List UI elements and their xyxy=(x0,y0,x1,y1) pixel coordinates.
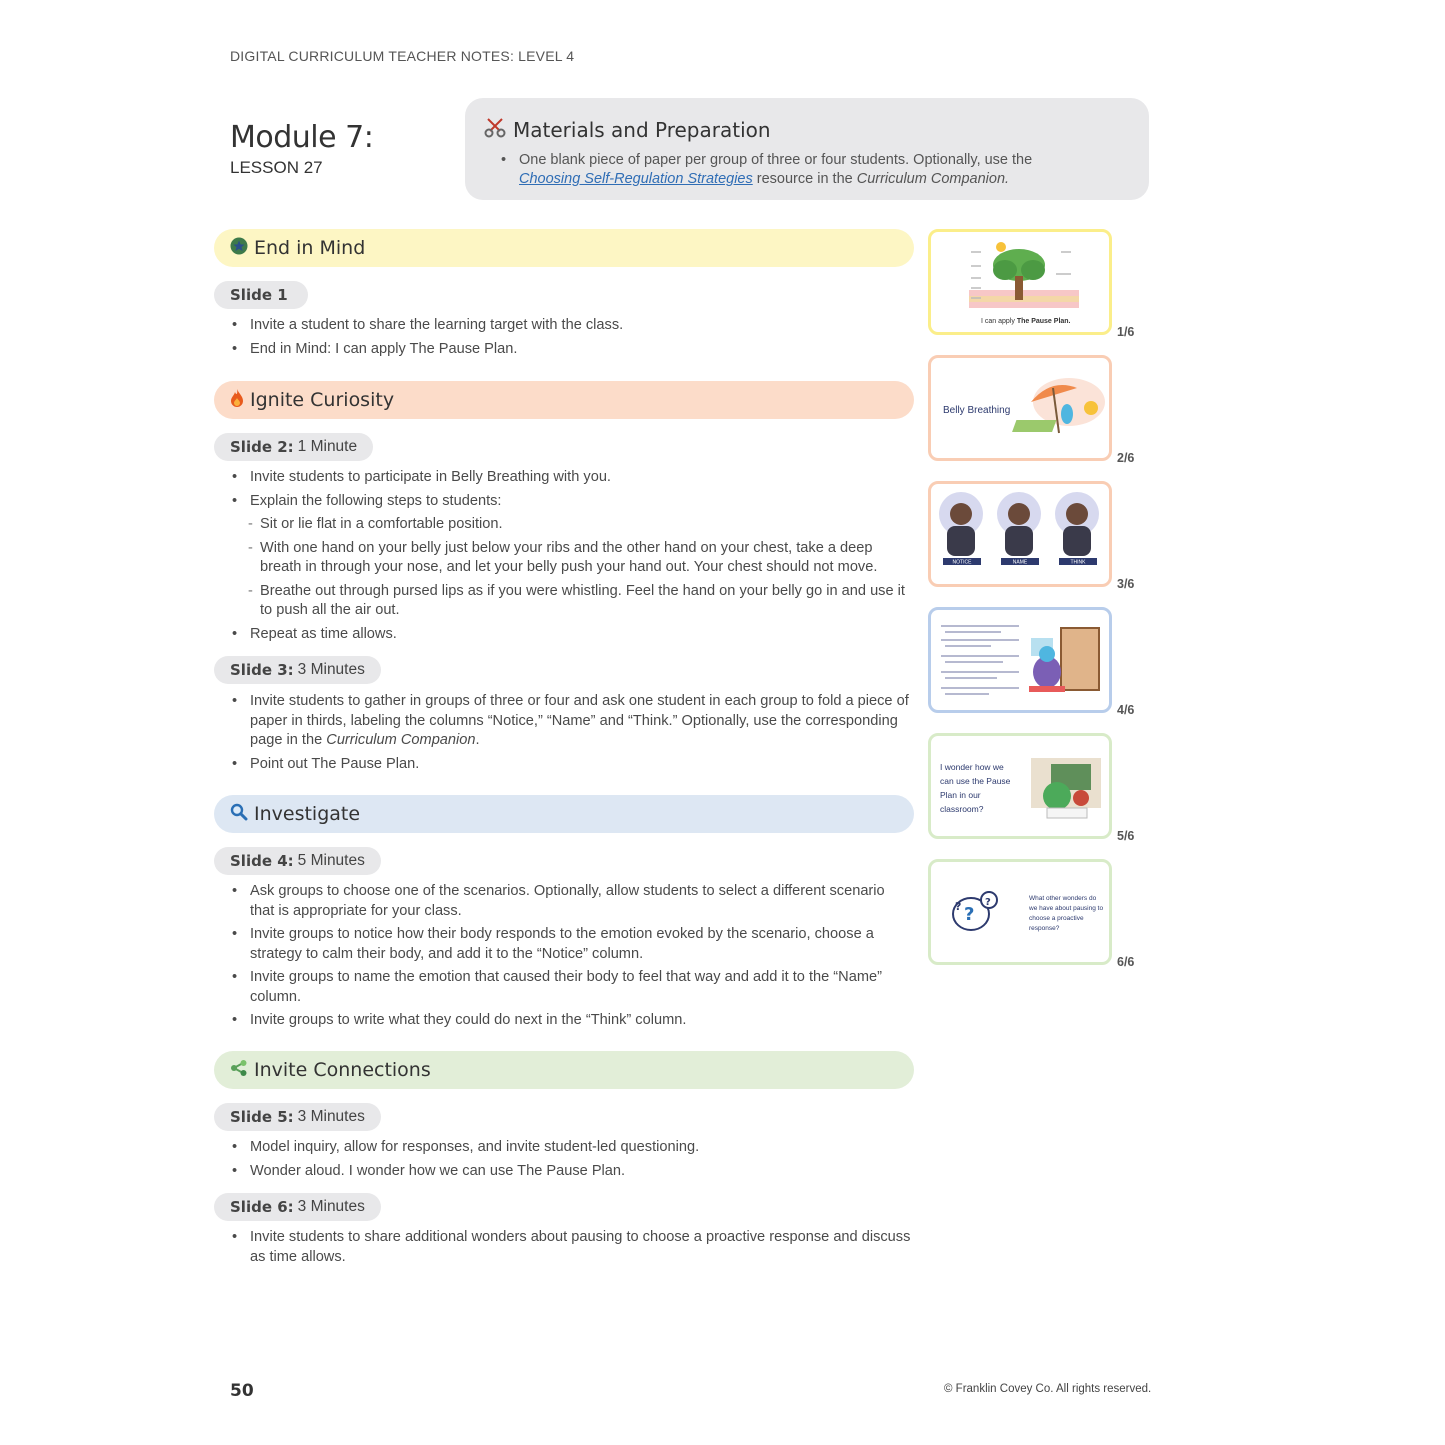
thumbnail-number: 3/6 xyxy=(1117,577,1135,591)
section-title: Invite Connections xyxy=(254,1059,431,1081)
list-item: • Invite students to gather in groups of three or four and ask one student in each group to fold a piece of paper in thirds, labeling the columns “Notice,” “Name” and “Think.” Optionally, use the corresponding page in the Curriculum Companion. xyxy=(232,692,912,751)
slide-1-bullets xyxy=(232,316,912,363)
thumbnail-number: 5/6 xyxy=(1117,829,1135,843)
svg-text:What other wonders do: What other wonders do xyxy=(1029,895,1097,902)
thumbnail-number: 6/6 xyxy=(1117,955,1135,969)
question-bubbles-illustration xyxy=(931,862,1109,962)
svg-text:THINK: THINK xyxy=(1070,559,1086,566)
svg-text:NAME: NAME xyxy=(1012,559,1028,566)
section-invite-connections xyxy=(214,1051,914,1089)
svg-text:NOTICE: NOTICE xyxy=(952,559,972,566)
resource-link[interactable]: Choosing Self-Regulation Strategies xyxy=(519,171,753,187)
section-title: Ignite Curiosity xyxy=(250,389,395,411)
slide-thumbnail-5[interactable] xyxy=(928,733,1112,839)
list-item: • Ask groups to choose one of the scenarios. Optionally, allow students to select a different scenario that is appropriate for your class. xyxy=(232,882,912,921)
list-item: • Invite students to participate in Belly Breathing with you. xyxy=(232,468,912,488)
svg-text:?: ? xyxy=(964,904,975,925)
svg-text:I wonder how we: I wonder how we xyxy=(940,762,1004,772)
running-head: DIGITAL CURRICULUM TEACHER NOTES: LEVEL 4 xyxy=(230,48,575,64)
materials-title: Materials and Preparation xyxy=(513,117,771,142)
materials-heading xyxy=(483,116,1129,143)
section-end-in-mind xyxy=(214,229,914,267)
magnifier-icon xyxy=(230,803,248,826)
svg-text:I can apply The Pause Plan.: I can apply The Pause Plan. xyxy=(981,318,1071,325)
notice-name-think-illustration xyxy=(931,484,1109,584)
slide-1-label: Slide 1 xyxy=(214,281,308,309)
slide-thumbnail-3[interactable] xyxy=(928,481,1112,587)
slide-5-bullets xyxy=(232,1138,912,1185)
slide-thumbnail-6[interactable] xyxy=(928,859,1112,965)
slide-2-bullets xyxy=(232,468,912,648)
slide-thumbnail-2[interactable] xyxy=(928,355,1112,461)
list-item: • Invite groups to write what they could do next in the “Think” column. xyxy=(232,1011,912,1031)
thumbnail-number: 2/6 xyxy=(1117,451,1135,465)
slide-4-bullets xyxy=(232,882,912,1035)
svg-text:response?: response? xyxy=(1029,925,1060,932)
svg-text:can use the Pause: can use the Pause xyxy=(940,776,1011,786)
list-item: • Invite a student to share the learning target with the class. xyxy=(232,316,912,336)
list-item: • Repeat as time allows. xyxy=(232,625,912,645)
sub-item: - With one hand on your belly just below your ribs and the other hand on your chest, take a deep breath in through your nose, and let your belly push your hand out. Your chest should not move. xyxy=(232,539,912,578)
slide-3-bullets xyxy=(232,692,912,778)
lesson-label: LESSON 27 xyxy=(230,158,323,177)
wonder-classroom-illustration xyxy=(931,736,1109,836)
svg-text:?: ? xyxy=(985,897,991,908)
slide-6-bullets xyxy=(232,1228,912,1271)
slide-6-label: Slide 6: 3 Minutes xyxy=(214,1193,381,1221)
section-investigate xyxy=(214,795,914,833)
section-title: End in Mind xyxy=(254,237,366,259)
section-title: Investigate xyxy=(254,803,361,825)
slide-thumbnail-4[interactable] xyxy=(928,607,1112,713)
slide-2-label: Slide 2: 1 Minute xyxy=(214,433,373,461)
thumbnail-number: 4/6 xyxy=(1117,703,1135,717)
list-item: • Model inquiry, allow for responses, and invite student-led questioning. xyxy=(232,1138,912,1158)
sub-item: - Breathe out through pursed lips as if you were whistling. Feel the hand on your belly go in and use it to push all the air out. xyxy=(232,582,912,621)
svg-text:Belly Breathing: Belly Breathing xyxy=(943,405,1011,416)
svg-text:Plan in our: Plan in our xyxy=(940,790,981,800)
section-ignite-curiosity xyxy=(214,381,914,419)
list-item: • Point out The Pause Plan. xyxy=(232,755,912,775)
pause-plan-tree-illustration xyxy=(931,232,1109,332)
star-badge-icon xyxy=(230,237,248,260)
materials-panel xyxy=(465,98,1149,200)
list-item: • End in Mind: I can apply The Pause Plan. xyxy=(232,340,912,360)
svg-text:?: ? xyxy=(955,900,962,913)
slide-5-label: Slide 5: 3 Minutes xyxy=(214,1103,381,1131)
svg-text:classroom?: classroom? xyxy=(940,804,984,814)
module-title: Module 7: xyxy=(230,120,374,155)
slide-4-label: Slide 4: 5 Minutes xyxy=(214,847,381,875)
page-number: 50 xyxy=(230,1381,254,1401)
belly-breathing-illustration xyxy=(931,358,1109,458)
slide-3-label: Slide 3: 3 Minutes xyxy=(214,656,381,684)
list-item: • Explain the following steps to students: xyxy=(232,492,912,512)
connections-icon xyxy=(230,1059,248,1082)
scenario-classroom-illustration xyxy=(931,610,1109,710)
copyright: © Franklin Covey Co. All rights reserved. xyxy=(944,1383,1152,1395)
list-item: • Invite students to share additional wonders about pausing to choose a proactive response and discuss as time allows. xyxy=(232,1228,912,1267)
list-item: • Invite groups to notice how their body responds to the emotion evoked by the scenario, choose a strategy to calm their body, and add it to the “Notice” column. xyxy=(232,925,912,964)
thumbnail-number: 1/6 xyxy=(1117,325,1135,339)
materials-item: • One blank piece of paper per group of three or four students. Optionally, use the Choosing Self-Regulation Strategies resource in the Curriculum Companion. xyxy=(501,151,1129,189)
slide-thumbnail-1[interactable] xyxy=(928,229,1112,335)
svg-text:choose a proactive: choose a proactive xyxy=(1029,915,1084,922)
svg-text:we have about pausing to: we have about pausing to xyxy=(1029,905,1104,912)
sub-item: - Sit or lie flat in a comfortable position. xyxy=(232,515,912,535)
scissors-icon xyxy=(483,116,507,143)
flame-icon xyxy=(230,388,244,413)
list-item: • Invite groups to name the emotion that caused their body to feel that way and add it to the “Name” column. xyxy=(232,968,912,1007)
list-item: • Wonder aloud. I wonder how we can use The Pause Plan. xyxy=(232,1162,912,1182)
